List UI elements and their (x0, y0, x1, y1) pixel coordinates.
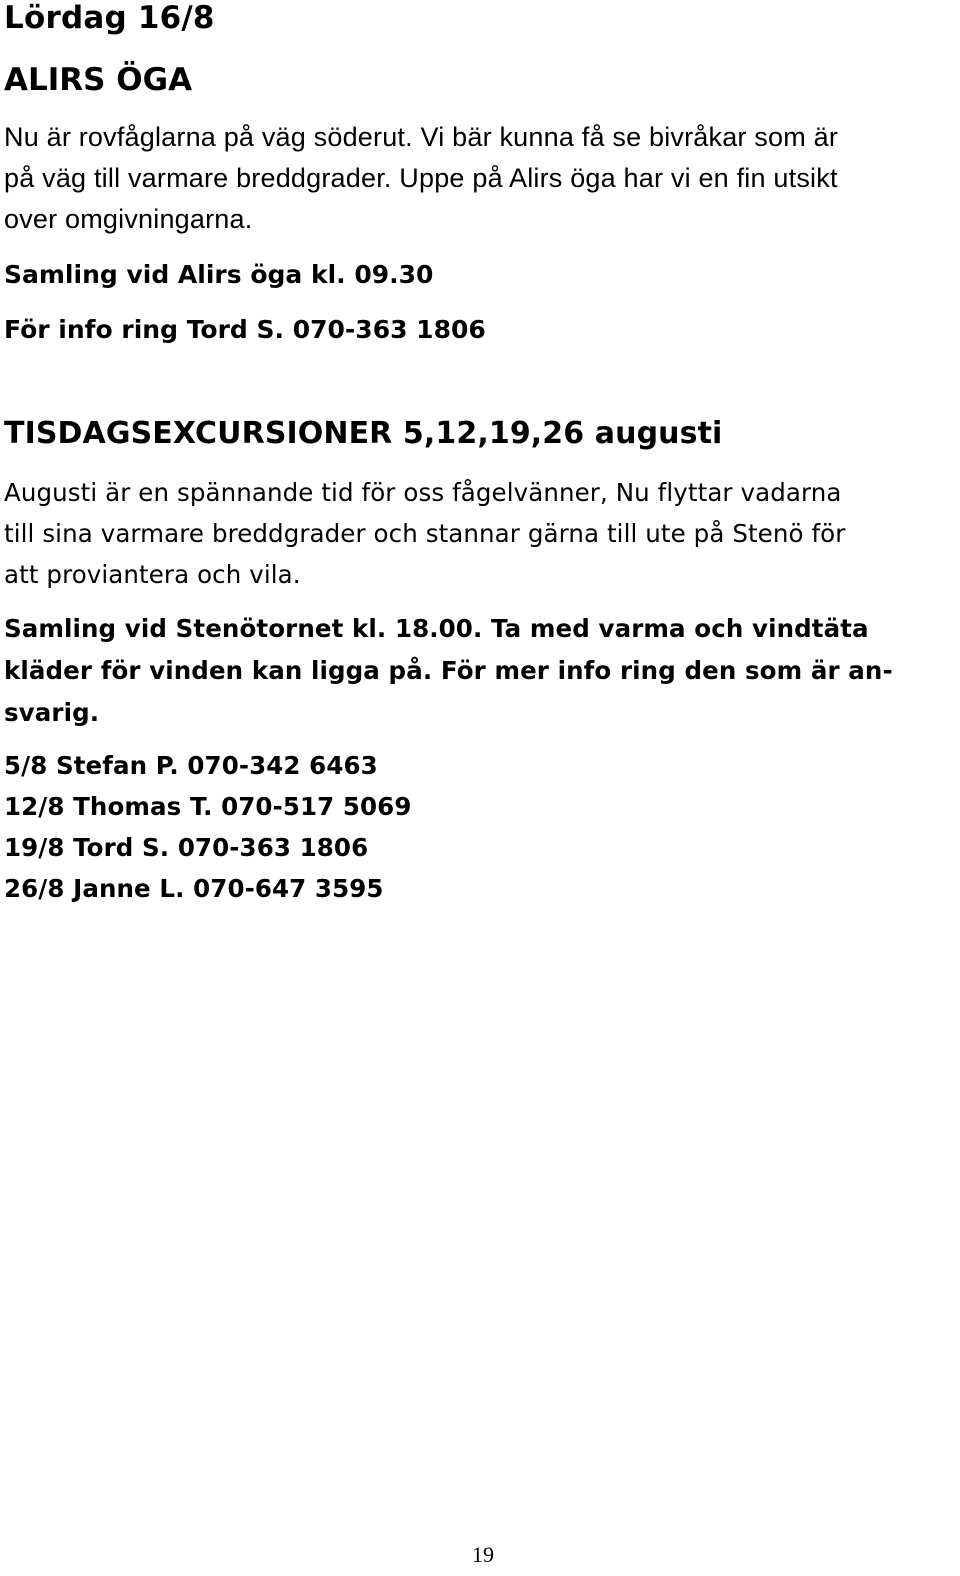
event-title-alirs-oga: ALIRS ÖGA (4, 62, 193, 98)
event2-description-line-3: att proviantera och vila. (4, 560, 301, 589)
event2-description-line-1: Augusti är en spännande tid för oss fågelvänner, Nu flyttar vadarna (4, 478, 842, 507)
date-heading: Lördag 16/8 (4, 0, 215, 36)
event1-info: För info ring Tord S. 070-363 1806 (4, 315, 486, 344)
event2-meeting-line-1: Samling vid Stenötornet kl. 18.00. Ta med varma och vindtäta (4, 614, 869, 643)
contact-line: 19/8 Tord S. 070-363 1806 (4, 833, 369, 862)
event2-description-line-2: till sina varmare breddgrader och stannar gärna till ute på Stenö för (4, 519, 846, 548)
event1-description-line-1: Nu är rovfåglarna på väg söderut. Vi bär kunna få se bivråkar som är (4, 122, 839, 152)
event1-description-line-3: over omgivningarna. (4, 204, 253, 234)
event2-meeting-line-3: svarig. (4, 698, 100, 727)
page-number: 19 (472, 1542, 494, 1567)
event1-description-line-2: på väg till varmare breddgrader. Uppe på Alirs öga har vi en fin utsikt (4, 163, 838, 193)
contact-line: 26/8 Janne L. 070-647 3595 (4, 874, 384, 903)
contact-line: 5/8 Stefan P. 070-342 6463 (4, 751, 378, 780)
contact-line: 12/8 Thomas T. 070-517 5069 (4, 792, 412, 821)
event1-meeting: Samling vid Alirs öga kl. 09.30 (4, 260, 434, 289)
event2-meeting-line-2: kläder för vinden kan ligga på. För mer info ring den som är an- (4, 656, 893, 685)
event-title-tisdagsexcursioner: TISDAGSEXCURSIONER 5,12,19,26 augusti (4, 416, 723, 451)
